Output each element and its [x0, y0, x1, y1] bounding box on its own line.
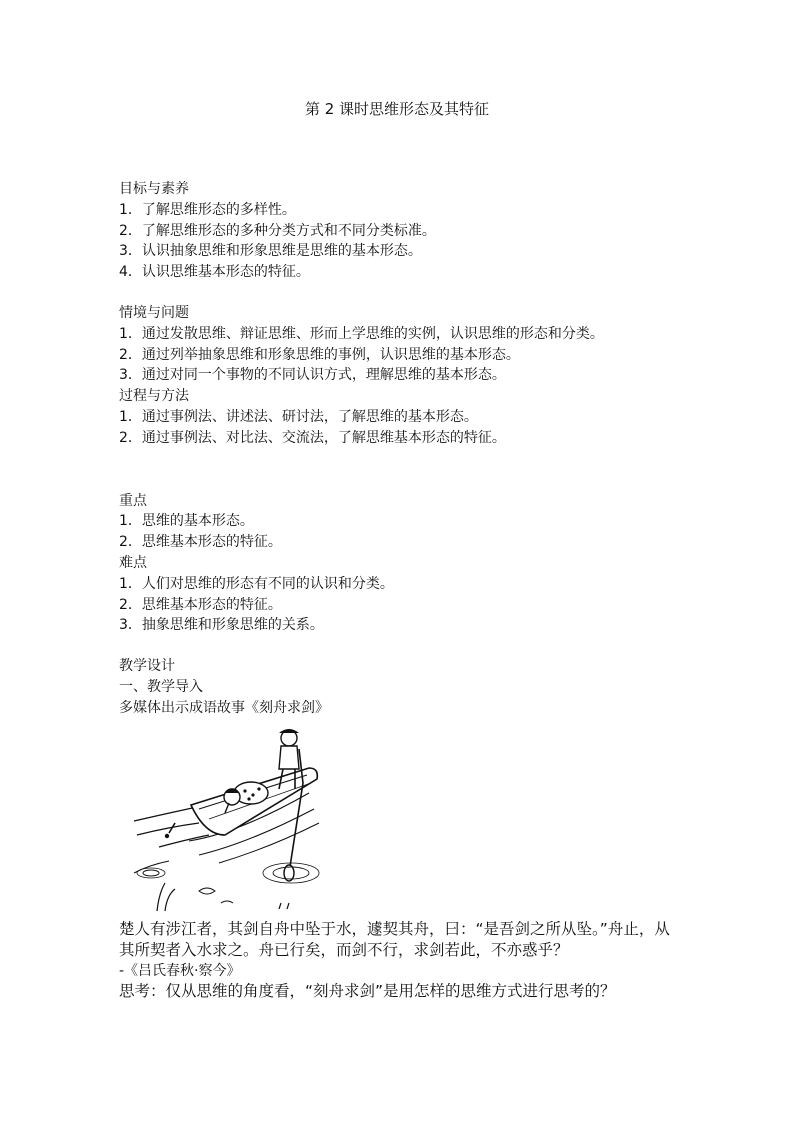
difficulties-item: 3．抽象思维和形象思维的关系。	[119, 617, 324, 634]
context-item: 1．通过发散思维、辩证思维、形而上学思维的实例，认识思维的形态和分类。	[119, 325, 604, 342]
context-item: 2．通过列举抽象思维和形象思维的事例，认识思维的基本形态。	[119, 346, 520, 363]
process-heading: 过程与方法	[119, 388, 189, 405]
document-body	[119, 179, 679, 1002]
key-points-item: 2．思维基本形态的特征。	[119, 534, 282, 551]
difficulties-item: 1．人们对思维的形态有不同的认识和分类。	[119, 575, 394, 592]
story-source: -《吕氏春秋·察今》	[119, 962, 241, 979]
design-heading: 教学设计	[119, 658, 175, 675]
page-title: 第 2 课时思维形态及其特征	[304, 100, 490, 118]
difficulties-item: 2．思维基本形态的特征。	[119, 596, 282, 613]
goals-item: 2．了解思维形态的多种分类方式和不同分类标准。	[119, 222, 436, 239]
story-text: 楚人有涉江者，其剑自舟中坠于水，遽契其舟，曰：“是吾剑之所从坠。”舟止，从其所契者入水求之。舟已行矣，而剑不行，求剑若此，不亦惑乎？	[119, 919, 670, 959]
design-intro: 多媒体出示成语故事《刻舟求剑》	[119, 699, 329, 716]
key-points-heading: 重点	[119, 492, 147, 509]
goals-item: 1．了解思维形态的多样性。	[119, 201, 296, 218]
goals-item: 4．认识思维基本形态的特征。	[119, 264, 310, 281]
process-item: 2．通过事例法、对比法、交流法，了解思维基本形态的特征。	[119, 429, 506, 446]
goals-item: 3．认识抽象思维和形象思维是思维的基本形态。	[119, 243, 422, 260]
design-section-heading: 一、教学导入	[119, 678, 203, 695]
context-item: 3．通过对同一个事物的不同认识方式，理解思维的基本形态。	[119, 367, 506, 384]
goals-heading: 目标与素养	[119, 181, 189, 197]
key-points-item: 1．思维的基本形态。	[119, 513, 254, 530]
context-heading: 情境与问题	[119, 304, 189, 321]
boat-story-illustration	[129, 723, 329, 913]
process-item: 1．通过事例法、讲述法、研讨法，了解思维的基本形态。	[119, 408, 478, 425]
difficulties-heading: 难点	[119, 554, 147, 571]
thinking-question: 思考：仅从思维的角度看，“刻舟求剑”是用怎样的思维方式进行思考的？	[119, 982, 616, 1001]
